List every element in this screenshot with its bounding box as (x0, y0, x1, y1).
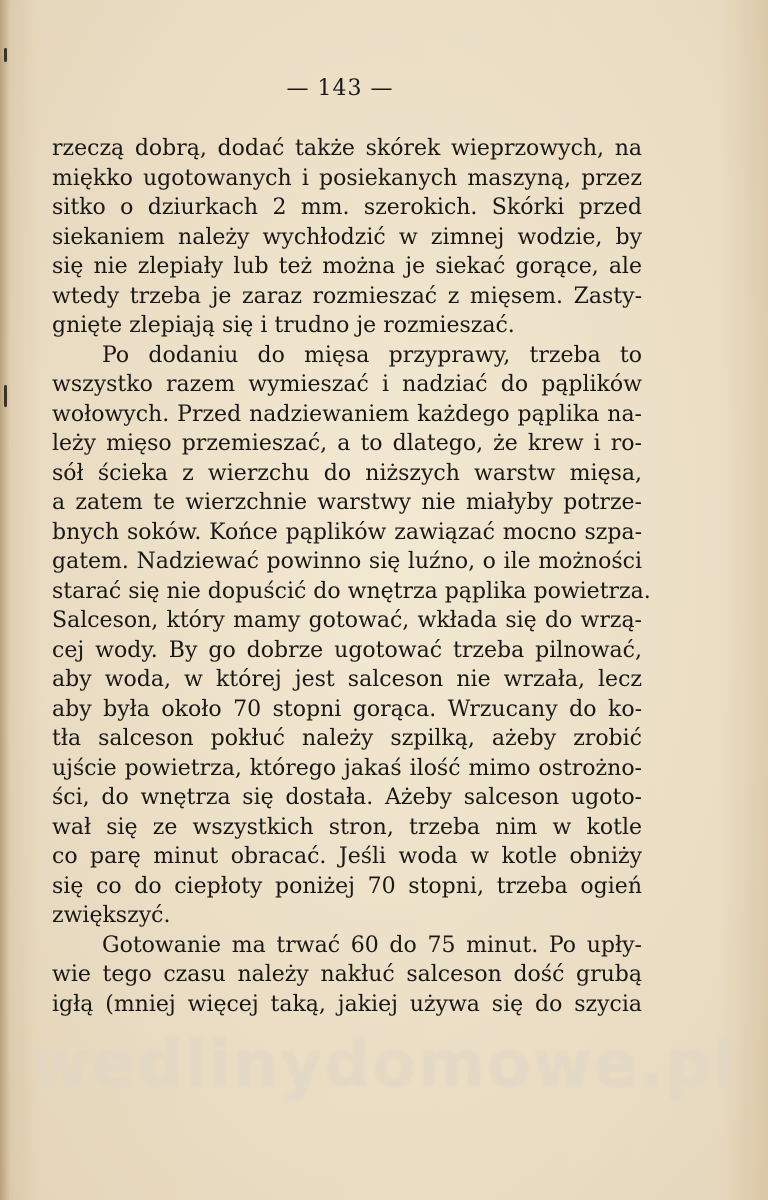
text-line: wszystko razem wymieszać i nadziać do pąplików (52, 372, 642, 397)
text-line: się co do ciepłoty poniżej 70 stopni, trzeba ogień (52, 873, 642, 899)
text-line: miękko ugotowanych i posiekanych maszyną, przez (52, 165, 642, 191)
text-line: gatem. Nadziewać powinno się luźno, o ile możności (52, 549, 642, 574)
text-line: wie tego czasu należy nakłuć salceson dość grubą (52, 962, 642, 987)
text-line: starać się nie dopuścić do wnętrza pąplika powietrza. (52, 578, 651, 604)
body-text (52, 134, 651, 1019)
text-line: igłą (mniej więcej taką, jakiej używa się do szycia (52, 991, 642, 1017)
text-line: Gotowanie ma trwać 60 do 75 minut. Po upły- (102, 932, 642, 958)
text-line: sół ścieka z wierzchu do niższych warstw mięsa, (52, 460, 642, 486)
text-line: leży mięso przemieszać, a to dlatego, że krew i ro- (52, 431, 642, 456)
text-line: sitko o dziurkach 2 mm. szerokich. Skórki przed (52, 195, 642, 220)
text-line: cej wody. By go dobrze ugotować trzeba pilnować, (52, 637, 642, 663)
edge-mark (4, 385, 7, 407)
text-line: wał się ze wszystkich stron, trzeba nim w kotle (52, 814, 642, 840)
text-line: ści, do wnętrza się dostała. Ażeby salceson ugoto- (52, 785, 642, 810)
text-line: aby woda, w której jest salceson nie wrzała, lecz (52, 667, 642, 692)
text-line: siekaniem należy wychłodzić w zimnej wodzie, by (52, 224, 642, 250)
page-left-edge (0, 0, 10, 1200)
watermark: wedlinydomowe.pl (30, 1028, 738, 1102)
page-number: — 143 — (286, 76, 394, 101)
text-line: Po dodaniu do mięsa przyprawy, trzeba to (102, 342, 642, 368)
text-line: co parę minut obracać. Jeśli woda w kotle obniży (52, 844, 642, 869)
text-line: się nie zlepiały lub też można je siekać gorące, ale (52, 254, 642, 279)
edge-mark (4, 48, 7, 62)
text-line: a zatem te wierzchnie warstwy nie miałyby potrze- (52, 490, 642, 515)
text-line: tła salceson pokłuć należy szpilką, ażeby zrobić (52, 726, 642, 751)
text-line: bnych soków. Końce pąplików zawiązać mocno szpa- (52, 519, 642, 545)
text-line: rzeczą dobrą, dodać także skórek wieprzowych, na (52, 136, 642, 161)
text-line: zwiększyć. (52, 903, 171, 928)
text-line: gnięte zlepiają się i trudno je rozmieszać. (52, 313, 515, 338)
text-line: Salceson, który mamy gotować, wkłada się do wrzą- (52, 608, 642, 633)
text-line: aby była około 70 stopni gorąca. Wrzucany do ko- (52, 696, 642, 722)
text-line: wołowych. Przed nadziewaniem każdego pąplika na- (52, 401, 642, 427)
text-line: wtedy trzeba je zaraz rozmieszać z mięsem. Zasty- (52, 283, 642, 309)
text-line: ujście powietrza, którego jakaś ilość mimo ostrożno- (52, 755, 642, 781)
